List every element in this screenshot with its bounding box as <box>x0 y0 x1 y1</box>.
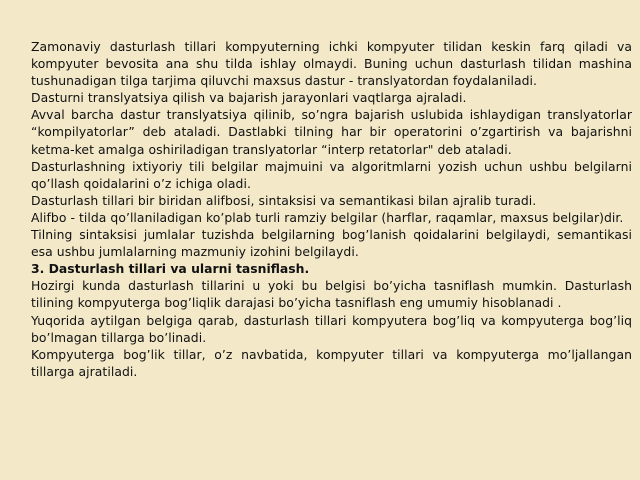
paragraph-alphabet: Alifbo - tilda qo’llaniladigan ko’plab turli ramziy belgilar (harflar, raqamlar, maxsus belgilar)dir. <box>31 209 624 225</box>
paragraph-language-rules: Dasturlashning ixtiyoriy tili belgilar majmuini va algoritmlarni yozish uchun ushbu belgilarni qo’llash qoidalarini o’z ichiga oladi. <box>31 158 632 191</box>
paragraph-translation-processes: Dasturni translyatsiya qilish va bajarish jarayonlari vaqtlarga ajraladi. <box>31 90 467 106</box>
paragraph-classification: Hozirgi kunda dasturlash tillarini u yoki bu belgisi bo’yicha tasniflash mumkin. Dasturlash tilining kompyuterga bog’liqlik darajasi bo’yicha tasniflash eng umumiy hisoblanadi . <box>31 278 632 311</box>
paragraph-language-differences: Dasturlash tillari bir biridan alifbosi, sintaksisi va semantikasi bilan ajralib turadi. <box>31 192 537 208</box>
paragraph-dependent-languages: Kompyuterga bog’lik tillar, o’z navbatida, kompyuter tillari va kompyuterga mo’ljallangan tillarga ajratiladi. <box>31 346 632 379</box>
paragraph-syntax-semantics: Tilning sintaksisi jumlalar tuzishda belgilarning bog’lanish qoidalarini belgilaydi, semantikasi esa ushbu jumlalarning mazmuniy izohini belgilaydi. <box>31 227 632 260</box>
section-heading: 3. Dasturlash tillari va ularni tasniflash. <box>31 261 310 277</box>
paragraph-compilers-interpreters: Avval barcha dastur translyatsiya qilinib, so’ngra bajarish uslubida ishlaydigan translyatorlar “kompilyatorlar” deb ataladi. Dastlabki tilning har bir operatorini o’zgartirish va bajarishni ketma-ket amalga oshiriladigan translyatorlar “interp retatorlar" deb ataladi. <box>31 107 632 157</box>
paragraph-dependency: Yuqorida aytilgan belgiga qarab, dasturlash tillari kompyutera bog’liq va kompyuterga bog’liq bo’lmagan tillarga bo’linadi. <box>31 312 632 345</box>
paragraph-modern-languages: Zamonaviy dasturlash tillari kompyuterning ichki kompyuter tilidan keskin farq qiladi va kompyuter bevosita ana shu tilda ishlay olmaydi. Buning uchun dasturlash tilidan mashina tushunadigan tilga tarjima qiluvchi maxsus dastur - translyatordan foydalaniladi. <box>31 39 632 89</box>
